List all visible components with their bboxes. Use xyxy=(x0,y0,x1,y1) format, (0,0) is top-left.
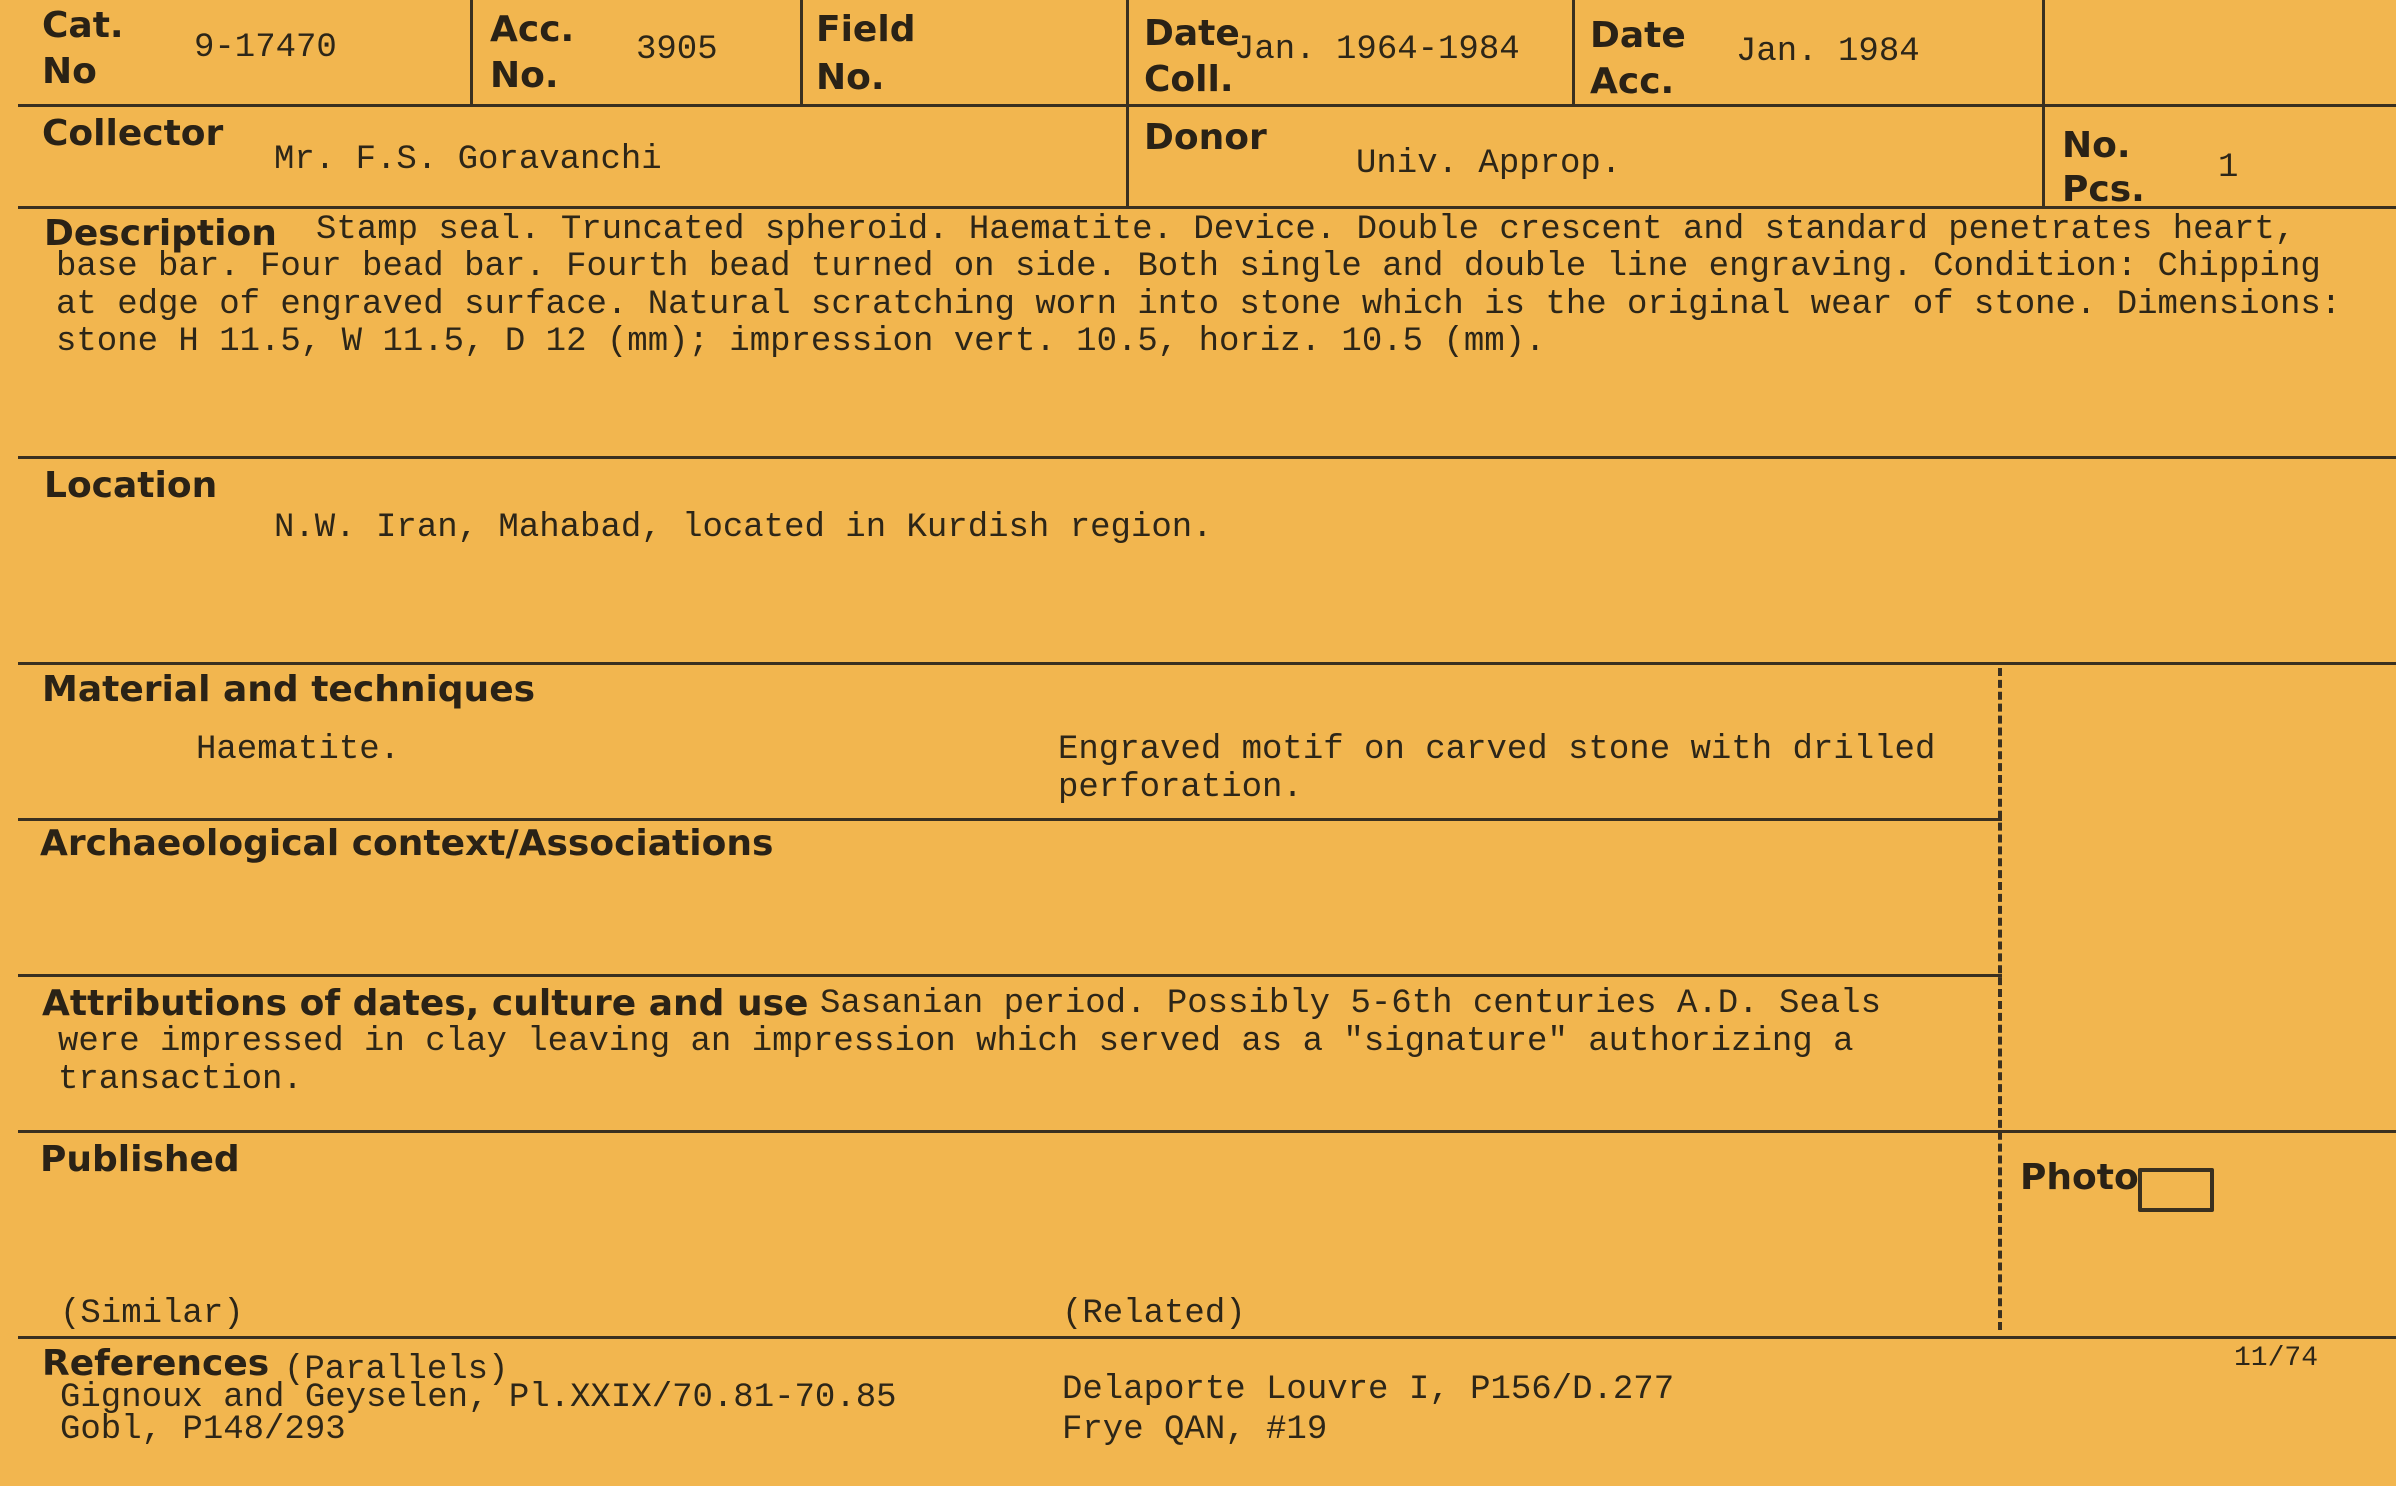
donor-label: Donor xyxy=(1144,117,1267,158)
related-reference-2: Frye QAN, #19 xyxy=(1062,1411,1328,1449)
description-line-4: stone H 11.5, W 11.5, D 12 (mm); impression vert. 10.5, horiz. 10.5 (mm). xyxy=(56,323,1546,361)
pcs-label-1: No. xyxy=(2062,125,2131,166)
related-reference-1: Delaporte Louvre I, P156/D.277 xyxy=(1062,1371,1675,1409)
attributions-line-2: were impressed in clay leaving an impression which served as a "signature" authorizing a xyxy=(58,1023,1854,1061)
divider-datecoll-dateacc xyxy=(1572,0,1575,104)
field-no-label-2: No. xyxy=(816,57,885,98)
references-label: References xyxy=(42,1343,270,1384)
donor-value: Univ. Approp. xyxy=(1356,145,1622,183)
acc-no-label-2: No. xyxy=(490,55,559,96)
photo-checkbox[interactable] xyxy=(2138,1168,2214,1212)
photo-label: Photo xyxy=(2020,1157,2139,1198)
similar-label: (Similar) xyxy=(60,1295,244,1333)
description-label: Description xyxy=(44,213,277,254)
divider-acc-field xyxy=(800,0,803,104)
related-label: (Related) xyxy=(1062,1295,1246,1333)
rule-header-bottom xyxy=(18,104,2396,107)
acc-no-label-1: Acc. xyxy=(490,9,575,50)
date-coll-label-2: Coll. xyxy=(1144,59,1234,100)
rule-material-bottom xyxy=(18,818,2002,821)
published-label: Published xyxy=(40,1139,240,1180)
location-value: N.W. Iran, Mahabad, located in Kurdish region. xyxy=(274,509,1213,547)
cat-no-label-1: Cat. xyxy=(42,5,124,46)
technique-line-1: Engraved motif on carved stone with drilled xyxy=(1058,731,1936,769)
cat-no-value: 9-17470 xyxy=(194,29,337,67)
pcs-label-2: Pcs. xyxy=(2062,169,2145,210)
collector-label: Collector xyxy=(42,113,224,154)
parallel-reference-2: Gobl, P148/293 xyxy=(60,1411,346,1449)
material-value: Haematite. xyxy=(196,731,401,769)
rule-row2-bottom xyxy=(18,206,2396,209)
rule-published-bottom xyxy=(18,1336,2396,1339)
field-no-label-1: Field xyxy=(816,9,916,50)
attributions-label: Attributions of dates, culture and use xyxy=(42,983,809,1024)
description-line-3: at edge of engraved surface. Natural scratching worn into stone which is the original wear of stone. Dimensions: xyxy=(56,286,2342,324)
archaeological-label: Archaeological context/Associations xyxy=(40,823,774,864)
pcs-value: 1 xyxy=(2218,149,2239,187)
attributions-line-3: transaction. xyxy=(58,1061,303,1099)
description-line-2: base bar. Four bead bar. Fourth bead turned on side. Both single and double line engraving. Condition: Chipping xyxy=(56,248,2321,286)
divider-dateacc-last xyxy=(2042,0,2045,206)
collector-value: Mr. F.S. Goravanchi xyxy=(274,141,662,179)
location-label: Location xyxy=(44,465,218,506)
acc-no-value: 3905 xyxy=(636,31,718,69)
date-acc-label-1: Date xyxy=(1590,15,1686,56)
divider-field-datecoll xyxy=(1126,0,1129,206)
date-coll-label-1: Date xyxy=(1144,13,1240,54)
attributions-line-1: Sasanian period. Possibly 5-6th centuries A.D. Seals xyxy=(820,985,1881,1023)
rule-description-bottom xyxy=(18,456,2396,459)
card-code: 11/74 xyxy=(2234,1343,2319,1374)
rule-location-bottom xyxy=(18,662,2396,665)
divider-cat-acc xyxy=(470,0,473,104)
rule-archaeological-bottom xyxy=(18,974,2002,977)
date-acc-value: Jan. 1984 xyxy=(1736,33,1920,71)
description-line-1: Stamp seal. Truncated spheroid. Haematite. Device. Double crescent and standard penetrates heart, xyxy=(316,211,2296,249)
date-coll-value: Jan. 1964-1984 xyxy=(1234,31,1520,69)
parallels-label: (Parallels) xyxy=(284,1351,509,1389)
technique-line-2: perforation. xyxy=(1058,769,1303,807)
date-acc-label-2: Acc. xyxy=(1590,61,1675,102)
cat-no-label-2: No xyxy=(42,51,97,92)
material-label: Material and techniques xyxy=(42,669,536,710)
parallel-reference-1: Gignoux and Geyselen, Pl.XXIX/70.81-70.85 xyxy=(60,1379,897,1417)
divider-dashed-right xyxy=(1998,668,2002,1330)
rule-attributions-bottom xyxy=(18,1130,2396,1133)
